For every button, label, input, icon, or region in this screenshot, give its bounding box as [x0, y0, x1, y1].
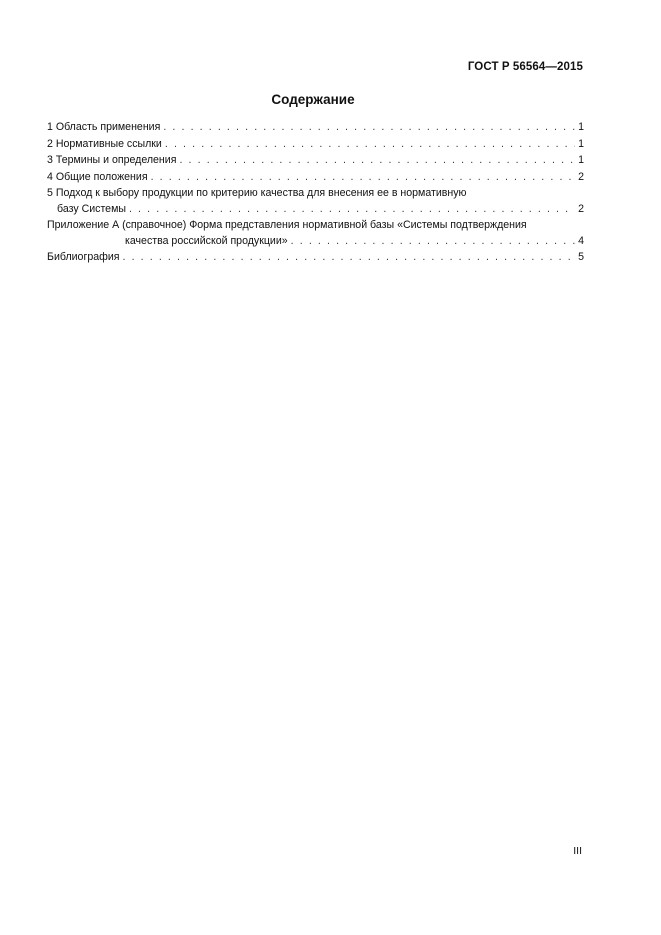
- toc-entry-appendix-a[interactable]: [47, 218, 584, 249]
- toc-entry-text: качества российской продукции»: [125, 234, 288, 247]
- toc-entry-page: 1: [578, 137, 584, 150]
- toc-entry-text: 1 Область применения: [47, 121, 161, 133]
- table-of-contents: [47, 120, 584, 267]
- toc-entry-page: 5: [578, 251, 584, 263]
- toc-entry-scope[interactable]: [47, 120, 584, 136]
- toc-entry-bibliography[interactable]: [47, 250, 584, 266]
- toc-leader-dots: [129, 202, 575, 218]
- toc-entry-product-selection[interactable]: [47, 186, 584, 217]
- page-number: III: [573, 845, 582, 857]
- toc-leader-dots: [151, 170, 576, 186]
- toc-entry-text-line1: Приложение А (справочное) Форма представления нормативной базы «Системы подтверждения: [47, 219, 527, 231]
- toc-entry-text-line1: 5 Подход к выбору продукции по критерию качества для внесения ее в нормативную: [47, 187, 467, 199]
- toc-leader-dots: [291, 234, 575, 250]
- toc-entry-page: 4: [578, 234, 584, 247]
- document-code: ГОСТ Р 56564—2015: [467, 61, 583, 73]
- toc-entry-text: 3 Термины и определения: [47, 154, 177, 166]
- toc-leader-dots: [179, 153, 575, 169]
- toc-entry-terms-definitions[interactable]: [47, 153, 584, 169]
- toc-title: Содержание: [271, 92, 355, 107]
- toc-entry-normative-references[interactable]: [47, 137, 584, 153]
- toc-entry-general-provisions[interactable]: [47, 170, 584, 186]
- toc-entry-text: 2 Нормативные ссылки: [47, 137, 162, 150]
- toc-entry-text: базу Системы: [57, 202, 126, 215]
- toc-leader-dots: [163, 120, 575, 136]
- toc-leader-dots: [165, 137, 575, 153]
- toc-entry-page: 2: [578, 202, 584, 215]
- toc-leader-dots: [122, 250, 575, 266]
- toc-entry-page: 1: [578, 121, 584, 133]
- toc-entry-page: 2: [578, 170, 584, 183]
- toc-entry-text: 4 Общие положения: [47, 170, 148, 183]
- toc-entry-text: Библиография: [47, 251, 120, 263]
- toc-entry-page: 1: [578, 154, 584, 166]
